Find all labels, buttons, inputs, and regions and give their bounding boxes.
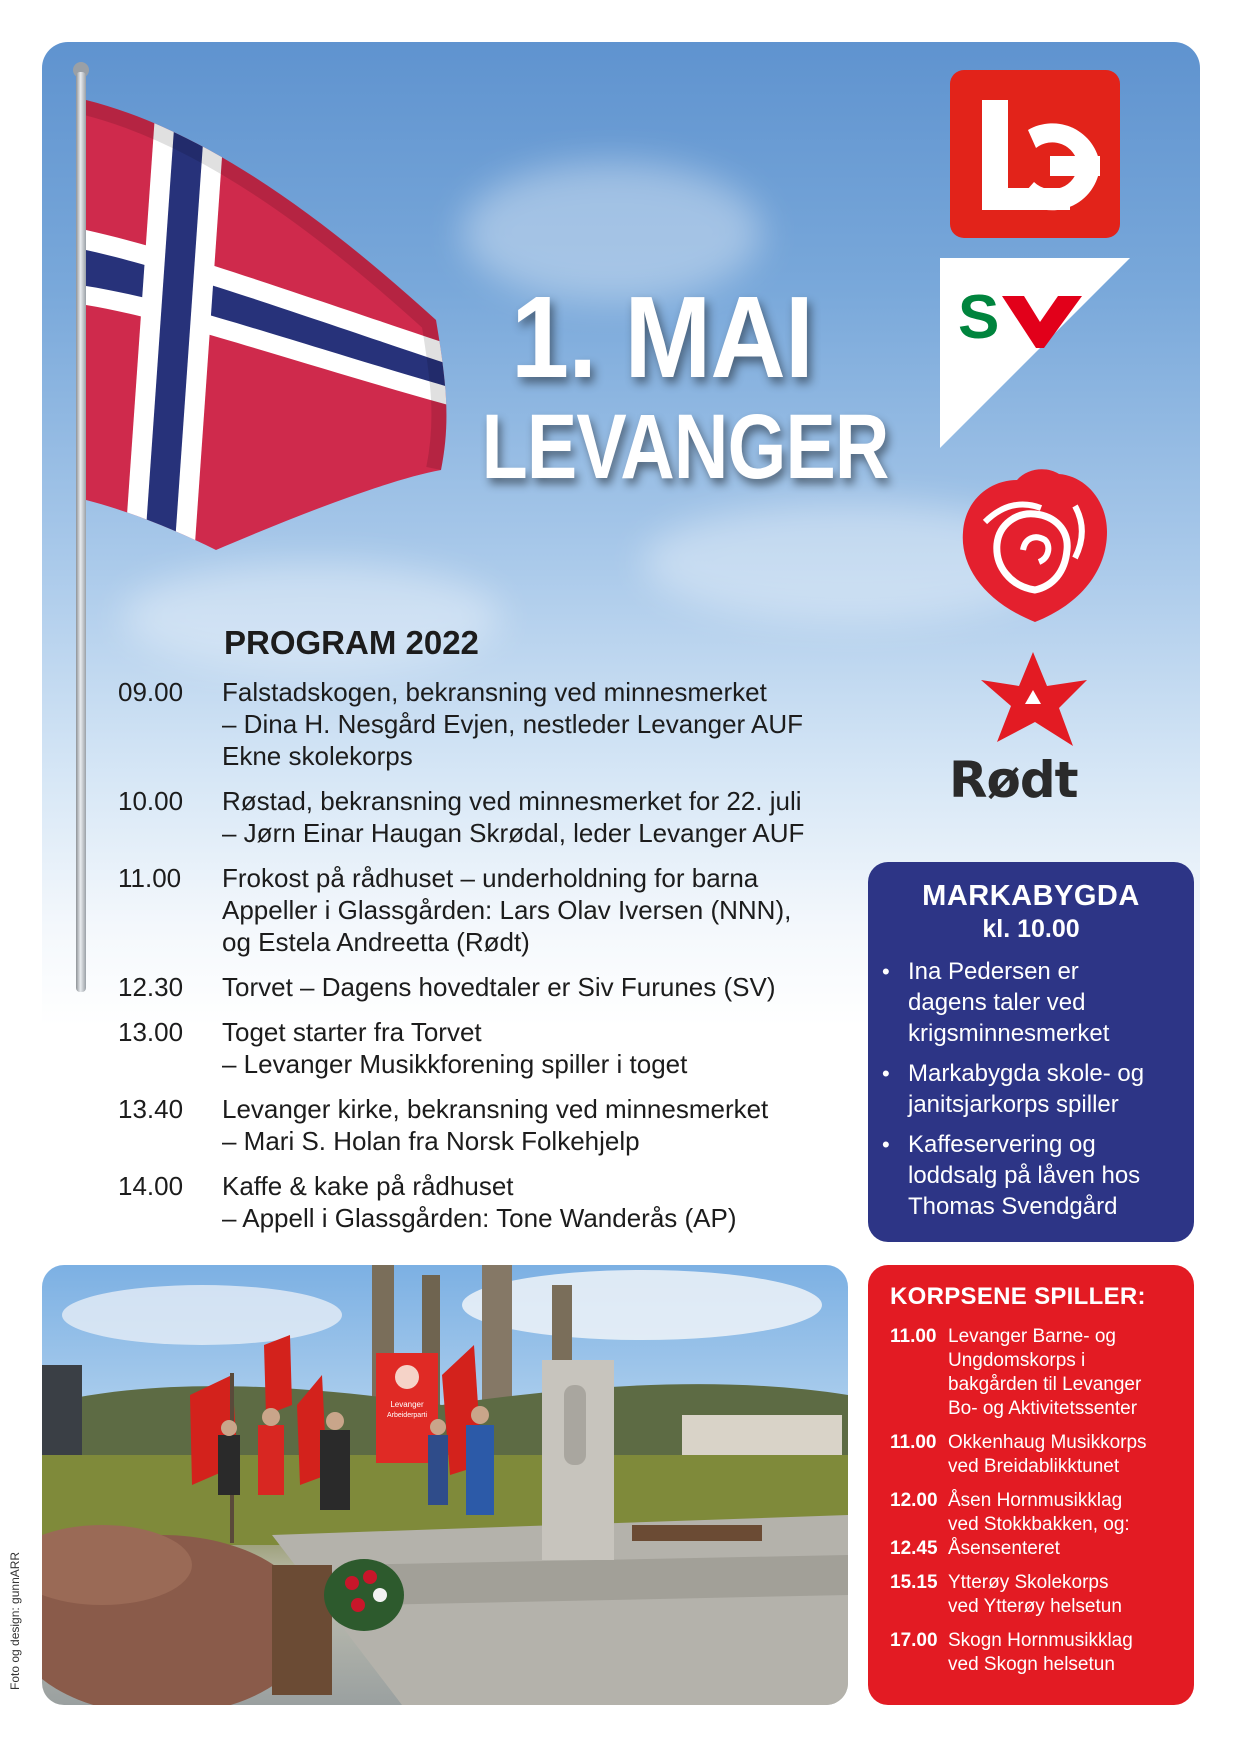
korps-time <box>890 1571 948 1619</box>
markabygda-line: Ina Pedersen er <box>908 958 1079 985</box>
program-line: Røstad, bekransning ved minnesmerket for 22. juli <box>222 786 802 816</box>
korps-time-value: 12.00 <box>890 1490 938 1511</box>
markabygda-line: janitsjarkorps spiller <box>908 1091 1119 1118</box>
korps-list <box>890 1325 1194 1677</box>
markabygda-list <box>868 956 1194 1222</box>
program-description <box>222 1016 858 1080</box>
korps-time-value: 15.15 <box>890 1572 938 1593</box>
markabygda-item-text <box>908 1058 1144 1120</box>
korps-line: Åsensenteret <box>948 1538 1060 1559</box>
korps-line: Bo- og Aktivitetssenter <box>948 1398 1138 1419</box>
title-date: 1. MAI <box>510 272 814 402</box>
korps-description <box>948 1489 1130 1561</box>
ap-rose-logo <box>955 462 1115 627</box>
program-time: 13.40 <box>118 1094 184 1124</box>
korps-line: Åsen Hornmusikklag <box>948 1490 1123 1511</box>
program-description <box>222 971 858 1003</box>
markabygda-line: Kaffeservering og <box>908 1131 1096 1158</box>
program-line: – Dina H. Nesgård Evjen, nestleder Levanger AUF <box>222 709 803 739</box>
markabygda-line: dagens taler ved <box>908 989 1086 1016</box>
program-title: PROGRAM 2022 <box>224 624 479 661</box>
sv-logo-icon <box>940 258 1140 458</box>
korps-line: bakgården til Levanger <box>948 1374 1142 1395</box>
program-line: Ekne skolekorps <box>222 741 413 771</box>
program-item <box>118 676 858 772</box>
korps-item <box>890 1571 1194 1619</box>
bullet-icon: • <box>882 1132 890 1157</box>
program-line: – Mari S. Holan fra Norsk Folkehjelp <box>222 1126 640 1156</box>
korps-line: Ungdomskorps i <box>948 1350 1086 1371</box>
markabygda-line: krigsminnesmerket <box>908 1020 1110 1047</box>
program-description <box>222 1170 858 1234</box>
program-item <box>118 1016 858 1080</box>
program-line: Frokost på rådhuset – underholdning for barna <box>222 863 759 893</box>
program-time: 14.00 <box>118 1171 184 1201</box>
korps-time <box>890 1431 948 1479</box>
program-item <box>118 1093 858 1157</box>
markabygda-line: loddsalg på låven hos <box>908 1162 1141 1189</box>
program-time: 09.00 <box>118 677 184 707</box>
program-description <box>222 1093 858 1157</box>
program-line: og Estela Andreetta (Rødt) <box>222 927 530 957</box>
bullet-icon: • <box>882 959 890 984</box>
ceremony-photo-image <box>42 1265 848 1705</box>
program-line: Levanger kirke, bekransning ved minnesmerket <box>222 1094 769 1124</box>
svg-text:Levanger: Levanger <box>390 1400 424 1409</box>
korps-line: ved Skogn helsetun <box>948 1654 1115 1675</box>
lo-logo <box>950 70 1120 238</box>
korps-item <box>890 1629 1194 1677</box>
korps-time-value: 11.00 <box>890 1432 937 1453</box>
markabygda-time: kl. 10.00 <box>982 915 1080 943</box>
bullet-icon: • <box>882 1061 890 1086</box>
program-time: 12.30 <box>118 972 184 1002</box>
korps-line: Levanger Barne- og <box>948 1326 1116 1347</box>
lo-logo-icon <box>950 70 1120 238</box>
markabygda-item <box>882 1058 1184 1120</box>
korps-item <box>890 1325 1194 1421</box>
photo-credit: Foto og design: gunnARR <box>8 1551 22 1690</box>
korps-description <box>948 1629 1133 1677</box>
korps-title: KORPSENE SPILLER: <box>890 1283 1146 1310</box>
korps-time-value: 17.00 <box>890 1630 938 1651</box>
program-line: Kaffe & kake på rådhuset <box>222 1171 514 1201</box>
markabygda-item <box>882 956 1184 1049</box>
korps-time-value: 11.00 <box>890 1326 937 1347</box>
korps-line: Skogn Hornmusikklag <box>948 1630 1133 1651</box>
program-list <box>118 676 858 1247</box>
markabygda-item <box>882 1129 1184 1222</box>
ceremony-photo <box>42 1265 848 1705</box>
star-icon <box>955 650 1105 750</box>
event-title <box>442 272 889 498</box>
program-line: – Jørn Einar Haugan Skrødal, leder Levanger AUF <box>222 818 805 848</box>
norwegian-flag-icon <box>86 100 476 580</box>
program-line: Toget starter fra Torvet <box>222 1017 482 1047</box>
korps-box <box>868 1265 1194 1705</box>
korps-description <box>948 1431 1147 1479</box>
korps-description <box>948 1325 1141 1421</box>
markabygda-item-text <box>908 956 1109 1049</box>
korps-item <box>890 1489 1194 1561</box>
markabygda-item-text <box>908 1129 1140 1222</box>
program-description <box>222 785 858 849</box>
korps-line: Okkenhaug Musikkorps <box>948 1432 1147 1453</box>
markabygda-line: Thomas Svendgård <box>908 1193 1118 1220</box>
korps-time <box>890 1489 948 1561</box>
korps-line: ved Ytterøy helsetun <box>948 1596 1122 1617</box>
svg-text:S: S <box>958 283 1000 352</box>
program-item <box>118 785 858 849</box>
flagpole <box>76 72 86 992</box>
program-line: – Appell i Glassgården: Tone Wanderås (AP) <box>222 1203 737 1233</box>
program-time: 10.00 <box>118 786 184 816</box>
korps-time-value: 12.45 <box>890 1538 938 1559</box>
korps-time <box>890 1325 948 1421</box>
markabygda-line: Markabygda skole- og <box>908 1060 1145 1087</box>
korps-time-spacer <box>890 1513 948 1537</box>
program-line: – Levanger Musikkforening spiller i toget <box>222 1049 688 1079</box>
korps-item <box>890 1431 1194 1479</box>
markabygda-title: MARKABYGDA <box>922 880 1140 912</box>
rodt-logo <box>949 650 1105 810</box>
sv-logo <box>940 258 1140 458</box>
korps-description <box>948 1571 1122 1619</box>
korps-line: ved Breidablikktunet <box>948 1456 1120 1477</box>
program-item <box>118 971 858 1003</box>
program-description <box>222 676 858 772</box>
program-line: Falstadskogen, bekransning ved minnesmerket <box>222 677 767 707</box>
korps-time <box>890 1629 948 1677</box>
korps-line: ved Stokkbakken, og: <box>948 1514 1130 1535</box>
program-time: 13.00 <box>118 1017 184 1047</box>
markabygda-box <box>868 862 1194 1242</box>
title-place: LEVANGER <box>481 396 889 498</box>
program-line: Torvet – Dagens hovedtaler er Siv Furunes (SV) <box>222 972 776 1002</box>
program-line: Appeller i Glassgården: Lars Olav Iversen (NNN), <box>222 895 792 925</box>
svg-text:Arbeiderparti: Arbeiderparti <box>386 1412 428 1419</box>
program-description <box>222 862 858 958</box>
rose-icon <box>955 462 1115 627</box>
rodt-logo-text: Rødt <box>949 751 1078 809</box>
program-item <box>118 1170 858 1234</box>
korps-line: Ytterøy Skolekorps <box>948 1572 1109 1593</box>
program-item <box>118 862 858 958</box>
program-time: 11.00 <box>118 863 182 893</box>
